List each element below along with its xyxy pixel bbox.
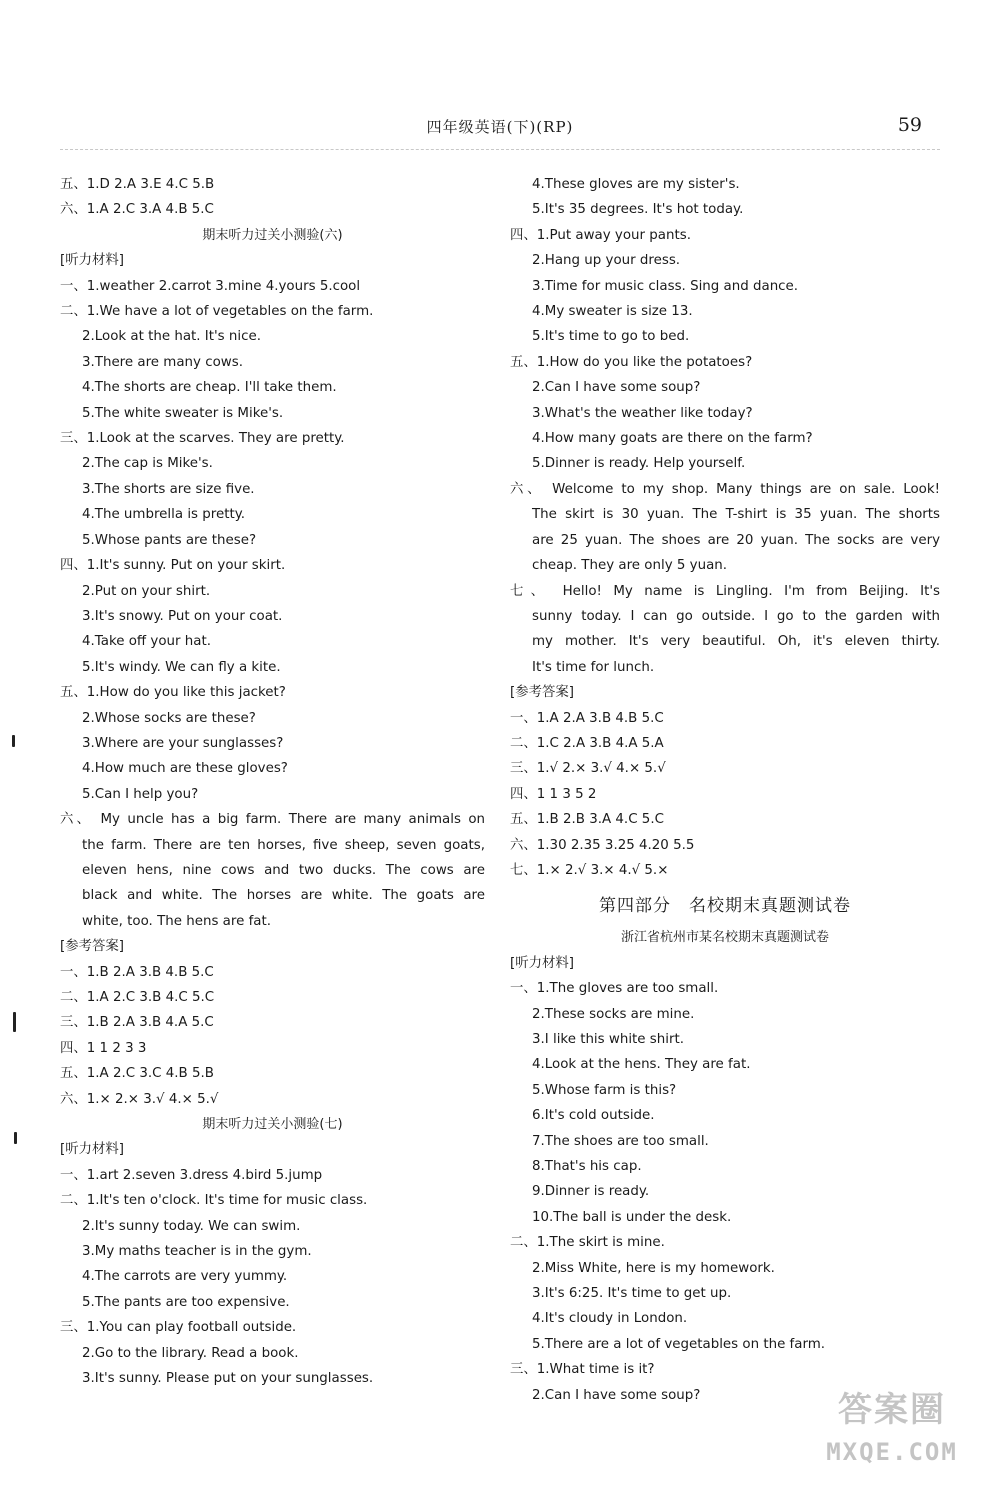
text-line: 一、1.B 2.A 3.B 4.B 5.C — [60, 964, 214, 980]
text-line: 3.I like this white shirt. — [532, 1032, 684, 1047]
text-line: 3.It's snowy. Put on your coat. — [82, 608, 283, 624]
text-line: 5.The white sweater is Mike's. — [82, 405, 284, 421]
header-rule — [60, 149, 940, 150]
text-line: 2.It's sunny today. We can swim. — [82, 1218, 301, 1234]
text-line: 二、1.C 2.A 3.B 4.A 5.A — [510, 735, 664, 751]
paragraph-line: my mother. It's very beautiful. Oh, it's eleven thirty. — [532, 634, 940, 650]
text-line: [听力材料] — [60, 1142, 125, 1158]
book-title: 四年级英语(下)(RP) — [426, 118, 574, 136]
part-heading-number: 第四部分 — [599, 896, 671, 917]
scan-mark — [13, 1012, 16, 1032]
text-line: 三、1.Look at the scarves. They are pretty. — [60, 431, 345, 447]
paragraph-line: 六、 My uncle has a big farm. There are many animals on — [60, 812, 485, 828]
right-column — [510, 172, 940, 1408]
text-line: 3.Where are your sunglasses? — [82, 735, 284, 751]
text-line: 2.Go to the library. Read a book. — [82, 1345, 299, 1361]
text-line: 2.The cap is Mike's. — [82, 456, 213, 472]
text-line: 四、1.It's sunny. Put on your skirt. — [60, 558, 286, 574]
text-line: 4.The carrots are very yummy. — [82, 1269, 288, 1285]
text-line: 7.The shoes are too small. — [532, 1133, 709, 1149]
text-line: 5.Whose pants are these? — [82, 532, 257, 548]
text-line: 2.Hang up your dress. — [532, 253, 681, 269]
page-header — [60, 116, 940, 144]
text-line: 5.It's windy. We can fly a kite. — [82, 659, 281, 675]
text-line: 一、1.art 2.seven 3.dress 4.bird 5.jump — [60, 1167, 323, 1183]
page-number: 59 — [897, 114, 922, 136]
text-line: 六、1.30 2.35 3.25 4.20 5.5 — [510, 837, 695, 853]
text-line: 9.Dinner is ready. — [532, 1184, 650, 1200]
text-line: [参考答案] — [510, 685, 575, 701]
section-subtitle: 期末听力过关小测验(六) — [202, 227, 343, 243]
text-line: 8.That's his cap. — [532, 1159, 642, 1175]
text-line: 3.It's 6:25. It's time to get up. — [532, 1286, 732, 1302]
paragraph-line: It's time for lunch. — [532, 659, 655, 675]
text-line: 三、1.B 2.A 3.B 4.A 5.C — [60, 1015, 214, 1031]
text-line: 4.The shorts are cheap. I'll take them. — [82, 380, 337, 396]
text-line: 一、1.The gloves are too small. — [510, 981, 719, 997]
paragraph-line: cheap. They are only 5 yuan. — [532, 558, 728, 574]
text-line: 4.Look at the hens. They are fat. — [532, 1057, 751, 1073]
text-line: 七、1.× 2.√ 3.× 4.√ 5.× — [510, 862, 669, 878]
left-column — [60, 172, 485, 1392]
watermark-text-cn: 答案圈 — [838, 1390, 946, 1430]
part-heading — [510, 887, 940, 925]
text-line: 2.Can I have some soup? — [532, 1387, 701, 1403]
text-line: 4.My sweater is size 13. — [532, 304, 693, 320]
text-line: 5.The pants are too expensive. — [82, 1294, 290, 1310]
text-line: 六、1.× 2.× 3.√ 4.× 5.√ — [60, 1091, 219, 1107]
text-line: 6.It's cold outside. — [532, 1108, 655, 1124]
text-line: 5.It's time to go to bed. — [532, 329, 690, 345]
text-line: [听力材料] — [60, 253, 125, 269]
text-line: 4.The umbrella is pretty. — [82, 507, 245, 523]
text-line: 2.Miss White, here is my homework. — [532, 1260, 775, 1276]
text-line: 五、1.How do you like this jacket? — [60, 685, 286, 701]
paragraph-line: The skirt is 30 yuan. The T-shirt is 35 yuan. The shorts — [532, 507, 940, 523]
text-line: 四、1 1 2 3 3 — [60, 1040, 147, 1056]
scan-mark — [14, 1132, 17, 1144]
text-line: 3.Time for music class. Sing and dance. — [532, 278, 799, 294]
part-heading-title: 名校期末真题测试卷 — [689, 896, 851, 917]
text-line: 五、1.How do you like the potatoes? — [510, 354, 753, 370]
paragraph-line: 六、 Welcome to my shop. Many things are on sale. Look! — [510, 481, 940, 497]
paragraph-line: 七、 Hello! My name is Lingling. I'm from Beijing. It's — [510, 583, 940, 599]
section-subtitle: 浙江省杭州市某名校期末真题测试卷 — [620, 930, 829, 946]
text-line: [听力材料] — [510, 955, 575, 971]
text-line: 三、1.You can play football outside. — [60, 1320, 297, 1336]
watermark-text-en: MXQE.COM — [826, 1438, 958, 1466]
paragraph-line: eleven hens, nine cows and two ducks. The cows are — [82, 862, 485, 878]
text-line: 二、1.We have a lot of vegetables on the farm. — [60, 304, 374, 320]
text-line: 一、1.A 2.A 3.B 4.B 5.C — [510, 710, 664, 726]
section-subtitle: 期末听力过关小测验(七) — [202, 1117, 343, 1133]
text-line: 4.It's cloudy in London. — [532, 1311, 688, 1327]
text-line: 六、1.A 2.C 3.A 4.B 5.C — [60, 202, 214, 218]
text-line: 二、1.A 2.C 3.B 4.C 5.C — [60, 990, 215, 1005]
text-line: 5.Can I help you? — [82, 786, 199, 802]
text-line: 三、1.What time is it? — [510, 1362, 655, 1378]
text-line: 五、1.D 2.A 3.E 4.C 5.B — [60, 177, 215, 192]
text-line: 四、1.Put away your pants. — [510, 227, 691, 243]
text-line: [参考答案] — [60, 939, 125, 955]
text-line: 4.How many goats are there on the farm? — [532, 431, 813, 447]
paragraph-line: are 25 yuan. The shoes are 20 yuan. The socks are very — [532, 532, 940, 548]
text-line: 4.How much are these gloves? — [82, 761, 288, 777]
text-line: 2.Put on your shirt. — [82, 583, 211, 599]
text-line: 五、1.B 2.B 3.A 4.C 5.C — [510, 812, 664, 828]
text-line: 一、1.weather 2.carrot 3.mine 4.yours 5.cool — [60, 278, 361, 294]
text-line: 3.What's the weather like today? — [532, 405, 753, 421]
text-line: 4.These gloves are my sister's. — [532, 177, 740, 192]
paragraph-line: black and white. The horses are white. The goats are — [82, 888, 485, 904]
text-line: 10.The ball is under the desk. — [532, 1209, 732, 1225]
text-line: 5.Dinner is ready. Help yourself. — [532, 456, 746, 472]
paragraph-line: the farm. There are ten horses, five sheep, seven goats, — [82, 837, 485, 853]
text-line: 3.The shorts are size five. — [82, 481, 255, 497]
text-line: 2.Whose socks are these? — [82, 710, 256, 726]
text-line: 2.Can I have some soup? — [532, 380, 701, 396]
text-line: 五、1.A 2.C 3.C 4.B 5.B — [60, 1066, 214, 1082]
text-line: 四、1 1 3 5 2 — [510, 786, 597, 802]
paragraph-line: sunny today. I can go outside. I go to the garden with — [532, 608, 940, 624]
text-line: 2.Look at the hat. It's nice. — [82, 329, 261, 345]
text-line: 4.Take off your hat. — [82, 634, 211, 650]
text-line: 5.Whose farm is this? — [532, 1082, 677, 1098]
text-line: 3.There are many cows. — [82, 354, 243, 370]
text-line: 3.It's sunny. Please put on your sunglasses. — [82, 1371, 374, 1387]
text-line: 二、1.The skirt is mine. — [510, 1235, 665, 1251]
paragraph-line: white, too. The hens are fat. — [82, 913, 272, 929]
text-line: 5.It's 35 degrees. It's hot today. — [532, 202, 744, 218]
text-line: 三、1.√ 2.× 3.√ 4.× 5.√ — [510, 761, 666, 777]
watermark-logo — [798, 1385, 986, 1477]
scan-mark — [12, 735, 15, 747]
text-line: 2.These socks are mine. — [532, 1006, 695, 1022]
text-line: 3.My maths teacher is in the gym. — [82, 1244, 312, 1260]
text-line: 二、1.It's ten o'clock. It's time for music class. — [60, 1193, 368, 1209]
text-line: 5.There are a lot of vegetables on the farm. — [532, 1336, 826, 1352]
